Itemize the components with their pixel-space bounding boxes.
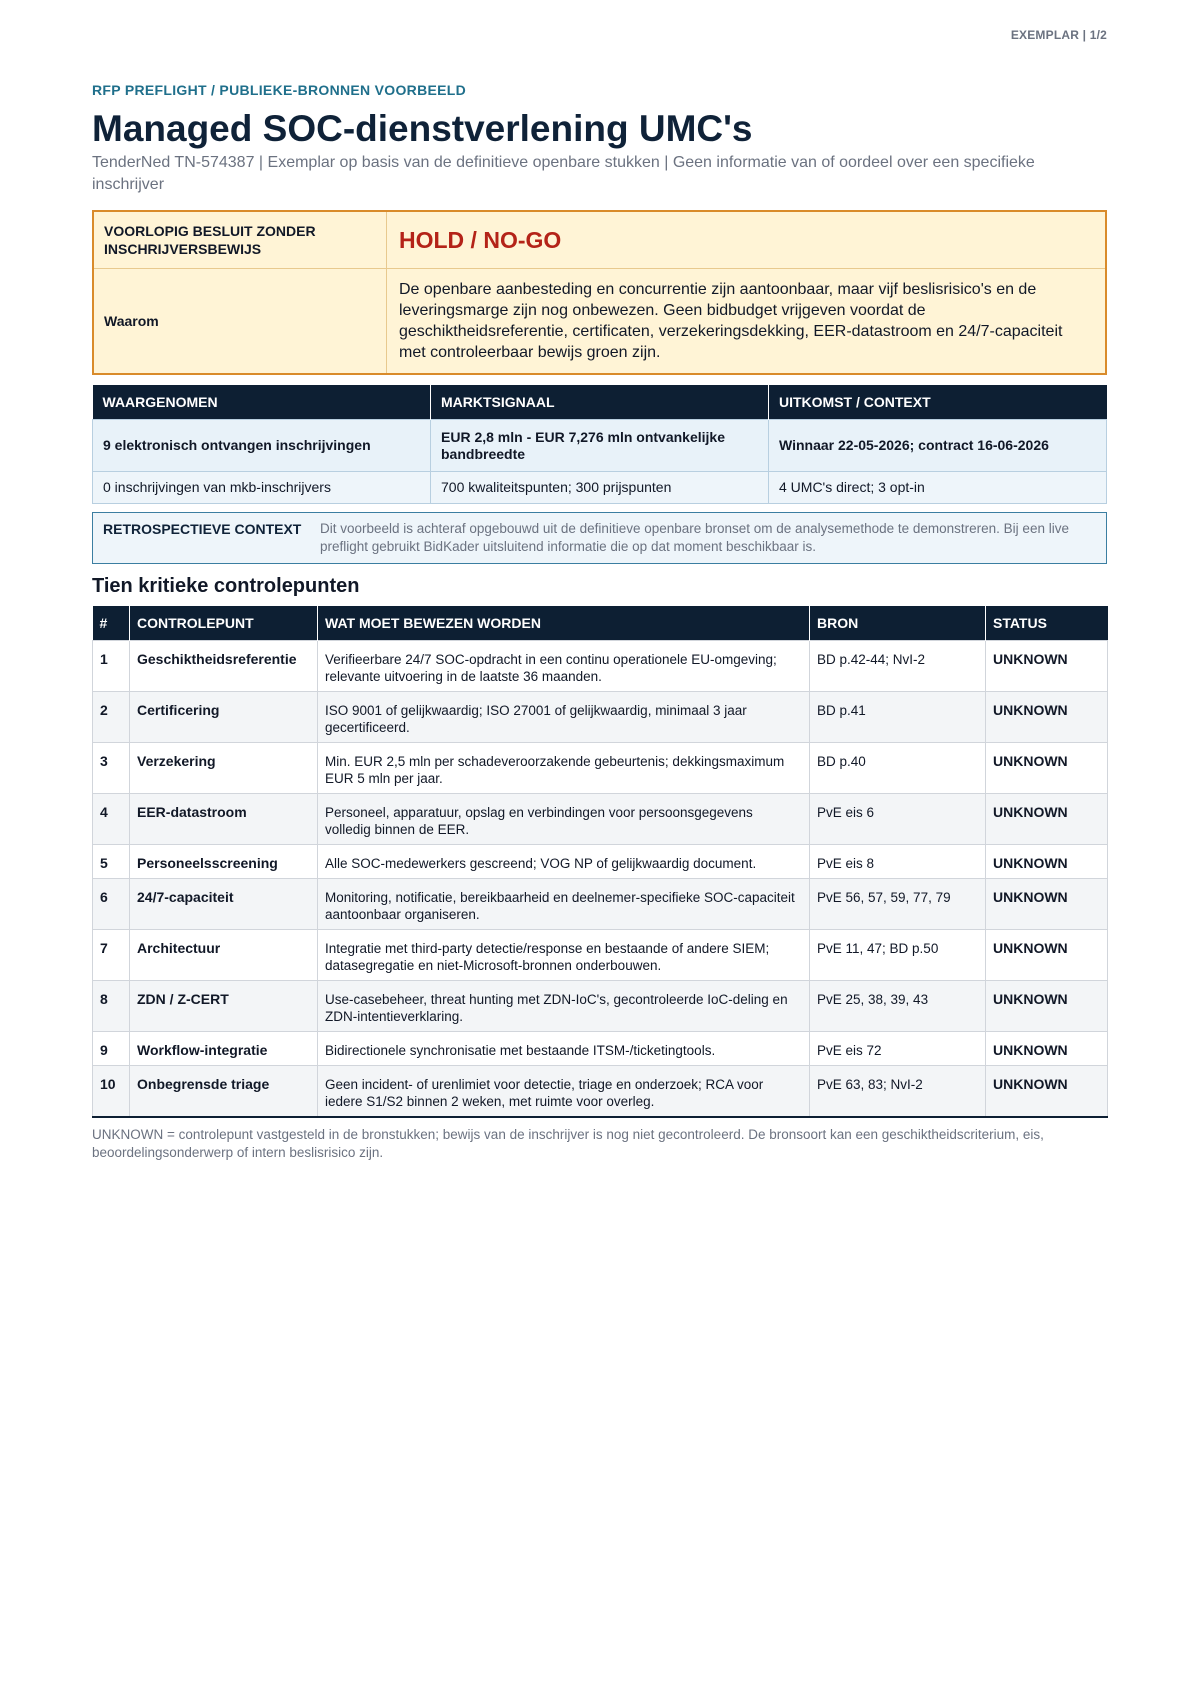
checkpoint-source: PvE eis 8 bbox=[810, 845, 986, 879]
market-cell: 0 inschrijvingen van mkb-inschrijvers bbox=[93, 472, 431, 504]
checkpoint-status: UNKNOWN bbox=[986, 794, 1108, 845]
market-cell: 700 kwaliteitspunten; 300 prijspunten bbox=[431, 472, 769, 504]
checkpoint-number: 10 bbox=[93, 1066, 130, 1118]
checkpoint-proof: ISO 9001 of gelijkwaardig; ISO 27001 of gelijkwaardig, minimaal 3 jaar gecertificeerd. bbox=[318, 692, 810, 743]
checkpoint-number: 1 bbox=[93, 641, 130, 692]
checkpoint-proof: Monitoring, notificatie, bereikbaarheid en deelnemer-specifieke SOC-capaciteit aantoonbaar organiseren. bbox=[318, 879, 810, 930]
market-header-observed: WAARGENOMEN bbox=[93, 385, 431, 420]
checkpoint-status: UNKNOWN bbox=[986, 845, 1108, 879]
checkpoint-name: 24/7-capaciteit bbox=[130, 879, 318, 930]
market-row bbox=[93, 420, 1107, 472]
market-cell: 4 UMC's direct; 3 opt-in bbox=[769, 472, 1107, 504]
checkpoint-proof: Integratie met third-party detectie/response en bestaande of andere SIEM; datasegregatie en niet-Microsoft-bronnen onderbouwen. bbox=[318, 930, 810, 981]
checkpoint-name: Geschiktheidsreferentie bbox=[130, 641, 318, 692]
checkpoint-row bbox=[93, 692, 1108, 743]
checkpoint-name: ZDN / Z-CERT bbox=[130, 981, 318, 1032]
decision-label: VOORLOPIG BESLUIT ZONDER INSCHRIJVERSBEWIJS bbox=[93, 211, 387, 269]
checkpoint-name: Architectuur bbox=[130, 930, 318, 981]
page-subtitle: TenderNed TN-574387 | Exemplar op basis van de definitieve openbare stukken | Geen informatie van of oordeel over een specifieke inschrijver bbox=[92, 154, 1035, 193]
checkpoints-table bbox=[92, 606, 1108, 1118]
reason-row bbox=[93, 269, 1106, 375]
checkpoint-name: Workflow-integratie bbox=[130, 1032, 318, 1066]
checkpoint-row bbox=[93, 641, 1108, 692]
checkpoints-header-number: # bbox=[93, 606, 130, 641]
status-footnote: UNKNOWN = controlepunt vastgesteld in de bronstukken; bewijs van de inschrijver is nog niet gecontroleerd. De bronsoort kan een geschiktheidscriterium, eis, beoordelingsonderwerp of intern beslisrisico zijn. bbox=[92, 1127, 1044, 1160]
checkpoint-source: BD p.42-44; NvI-2 bbox=[810, 641, 986, 692]
checkpoint-proof: Use-casebeheer, threat hunting met ZDN-IoC's, gecontroleerde IoC-deling en ZDN-intentieverklaring. bbox=[318, 981, 810, 1032]
market-row bbox=[93, 472, 1107, 504]
retrospective-label: RETROSPECTIEVE CONTEXT bbox=[103, 521, 302, 537]
checkpoint-source: PvE 25, 38, 39, 43 bbox=[810, 981, 986, 1032]
checkpoint-name: Personeelsscreening bbox=[130, 845, 318, 879]
checkpoint-status: UNKNOWN bbox=[986, 930, 1108, 981]
checkpoint-source: PvE 63, 83; NvI-2 bbox=[810, 1066, 986, 1118]
market-signal-table bbox=[92, 385, 1107, 504]
market-cell: EUR 2,8 mln - EUR 7,276 mln ontvankelijke bandbreedte bbox=[431, 420, 769, 472]
checkpoint-row bbox=[93, 794, 1108, 845]
checkpoint-row bbox=[93, 845, 1108, 879]
checkpoint-status: UNKNOWN bbox=[986, 1032, 1108, 1066]
market-cell: Winnaar 22-05-2026; contract 16-06-2026 bbox=[769, 420, 1107, 472]
checkpoint-proof: Bidirectionele synchronisatie met bestaande ITSM-/ticketingtools. bbox=[318, 1032, 810, 1066]
checkpoint-name: Verzekering bbox=[130, 743, 318, 794]
decision-row bbox=[93, 211, 1106, 269]
reason-text: De openbare aanbesteding en concurrentie zijn aantoonbaar, maar vijf beslisrisico's en de leveringsmarge zijn nog onbewezen. Geen bidbudget vrijgeven voordat de geschiktheidsreferentie, certificaten, verzekeringsdekking, EER-datastroom en 24/7-capaciteit met controleerbaar bewijs groen zijn. bbox=[399, 281, 1063, 361]
checkpoint-proof: Verifieerbare 24/7 SOC-opdracht in een continu operationele EU-omgeving; relevante uitvoering in de laatste 36 maanden. bbox=[318, 641, 810, 692]
checkpoint-number: 9 bbox=[93, 1032, 130, 1066]
checkpoints-header-source: BRON bbox=[810, 606, 986, 641]
kicker-label: RFP PREFLIGHT / PUBLIEKE-BRONNEN VOORBEELD bbox=[92, 82, 467, 98]
checkpoint-number: 5 bbox=[93, 845, 130, 879]
checkpoint-status: UNKNOWN bbox=[986, 981, 1108, 1032]
market-header-outcome: UITKOMST / CONTEXT bbox=[769, 385, 1107, 420]
retrospective-context-box bbox=[92, 512, 1107, 564]
checkpoint-number: 7 bbox=[93, 930, 130, 981]
decision-verdict: HOLD / NO-GO bbox=[387, 211, 1107, 269]
checkpoint-source: PvE 11, 47; BD p.50 bbox=[810, 930, 986, 981]
checkpoint-name: EER-datastroom bbox=[130, 794, 318, 845]
checkpoint-number: 8 bbox=[93, 981, 130, 1032]
checkpoint-source: PvE eis 6 bbox=[810, 794, 986, 845]
checkpoint-proof: Geen incident- of urenlimiet voor detectie, triage en onderzoek; RCA voor iedere S1/S2 binnen 2 weken, met ruimte voor overleg. bbox=[318, 1066, 810, 1118]
checkpoint-proof: Alle SOC-medewerkers gescreend; VOG NP of gelijkwaardig document. bbox=[318, 845, 810, 879]
checkpoint-row bbox=[93, 930, 1108, 981]
checkpoint-name: Certificering bbox=[130, 692, 318, 743]
checkpoint-status: UNKNOWN bbox=[986, 879, 1108, 930]
checkpoints-header-row bbox=[93, 606, 1108, 641]
checkpoint-row bbox=[93, 1066, 1108, 1118]
checkpoint-proof: Personeel, apparatuur, opslag en verbindingen voor persoonsgegevens volledig binnen de EER. bbox=[318, 794, 810, 845]
document-page bbox=[92, 0, 1107, 1162]
decision-box bbox=[92, 210, 1107, 375]
reason-label: Waarom bbox=[93, 269, 387, 375]
checkpoint-number: 4 bbox=[93, 794, 130, 845]
checkpoint-number: 6 bbox=[93, 879, 130, 930]
checkpoint-source: BD p.41 bbox=[810, 692, 986, 743]
checkpoint-source: PvE eis 72 bbox=[810, 1032, 986, 1066]
checkpoint-name: Onbegrensde triage bbox=[130, 1066, 318, 1118]
market-header-row bbox=[93, 385, 1107, 420]
checkpoint-row bbox=[93, 981, 1108, 1032]
market-cell: 9 elektronisch ontvangen inschrijvingen bbox=[93, 420, 431, 472]
checkpoint-status: UNKNOWN bbox=[986, 641, 1108, 692]
checkpoint-proof: Min. EUR 2,5 mln per schadeveroorzakende gebeurtenis; dekkingsmaximum EUR 5 mln per jaar. bbox=[318, 743, 810, 794]
checkpoint-source: PvE 56, 57, 59, 77, 79 bbox=[810, 879, 986, 930]
checkpoint-row bbox=[93, 1032, 1108, 1066]
retrospective-text: Dit voorbeeld is achteraf opgebouwd uit de definitieve openbare bronset om de analysemethode te demonstreren. Bij een live preflight gebruikt BidKader uitsluitend informatie die op dat moment beschikbaar is. bbox=[320, 521, 1069, 554]
checkpoints-header-checkpoint: CONTROLEPUNT bbox=[130, 606, 318, 641]
checkpoint-source: BD p.40 bbox=[810, 743, 986, 794]
checkpoints-header-status: STATUS bbox=[986, 606, 1108, 641]
checkpoint-row bbox=[93, 879, 1108, 930]
checkpoint-status: UNKNOWN bbox=[986, 743, 1108, 794]
checkpoint-status: UNKNOWN bbox=[986, 692, 1108, 743]
checkpoint-row bbox=[93, 743, 1108, 794]
market-header-signal: MARKTSIGNAAL bbox=[431, 385, 769, 420]
checkpoint-number: 3 bbox=[93, 743, 130, 794]
checkpoints-header-proof: WAT MOET BEWEZEN WORDEN bbox=[318, 606, 810, 641]
checkpoint-status: UNKNOWN bbox=[986, 1066, 1108, 1118]
checkpoint-number: 2 bbox=[93, 692, 130, 743]
section-title: Tien kritieke controlepunten bbox=[92, 575, 360, 597]
page-title: Managed SOC-dienstverlening UMC's bbox=[92, 108, 753, 149]
page-identifier: EXEMPLAR | 1/2 bbox=[1010, 28, 1107, 42]
